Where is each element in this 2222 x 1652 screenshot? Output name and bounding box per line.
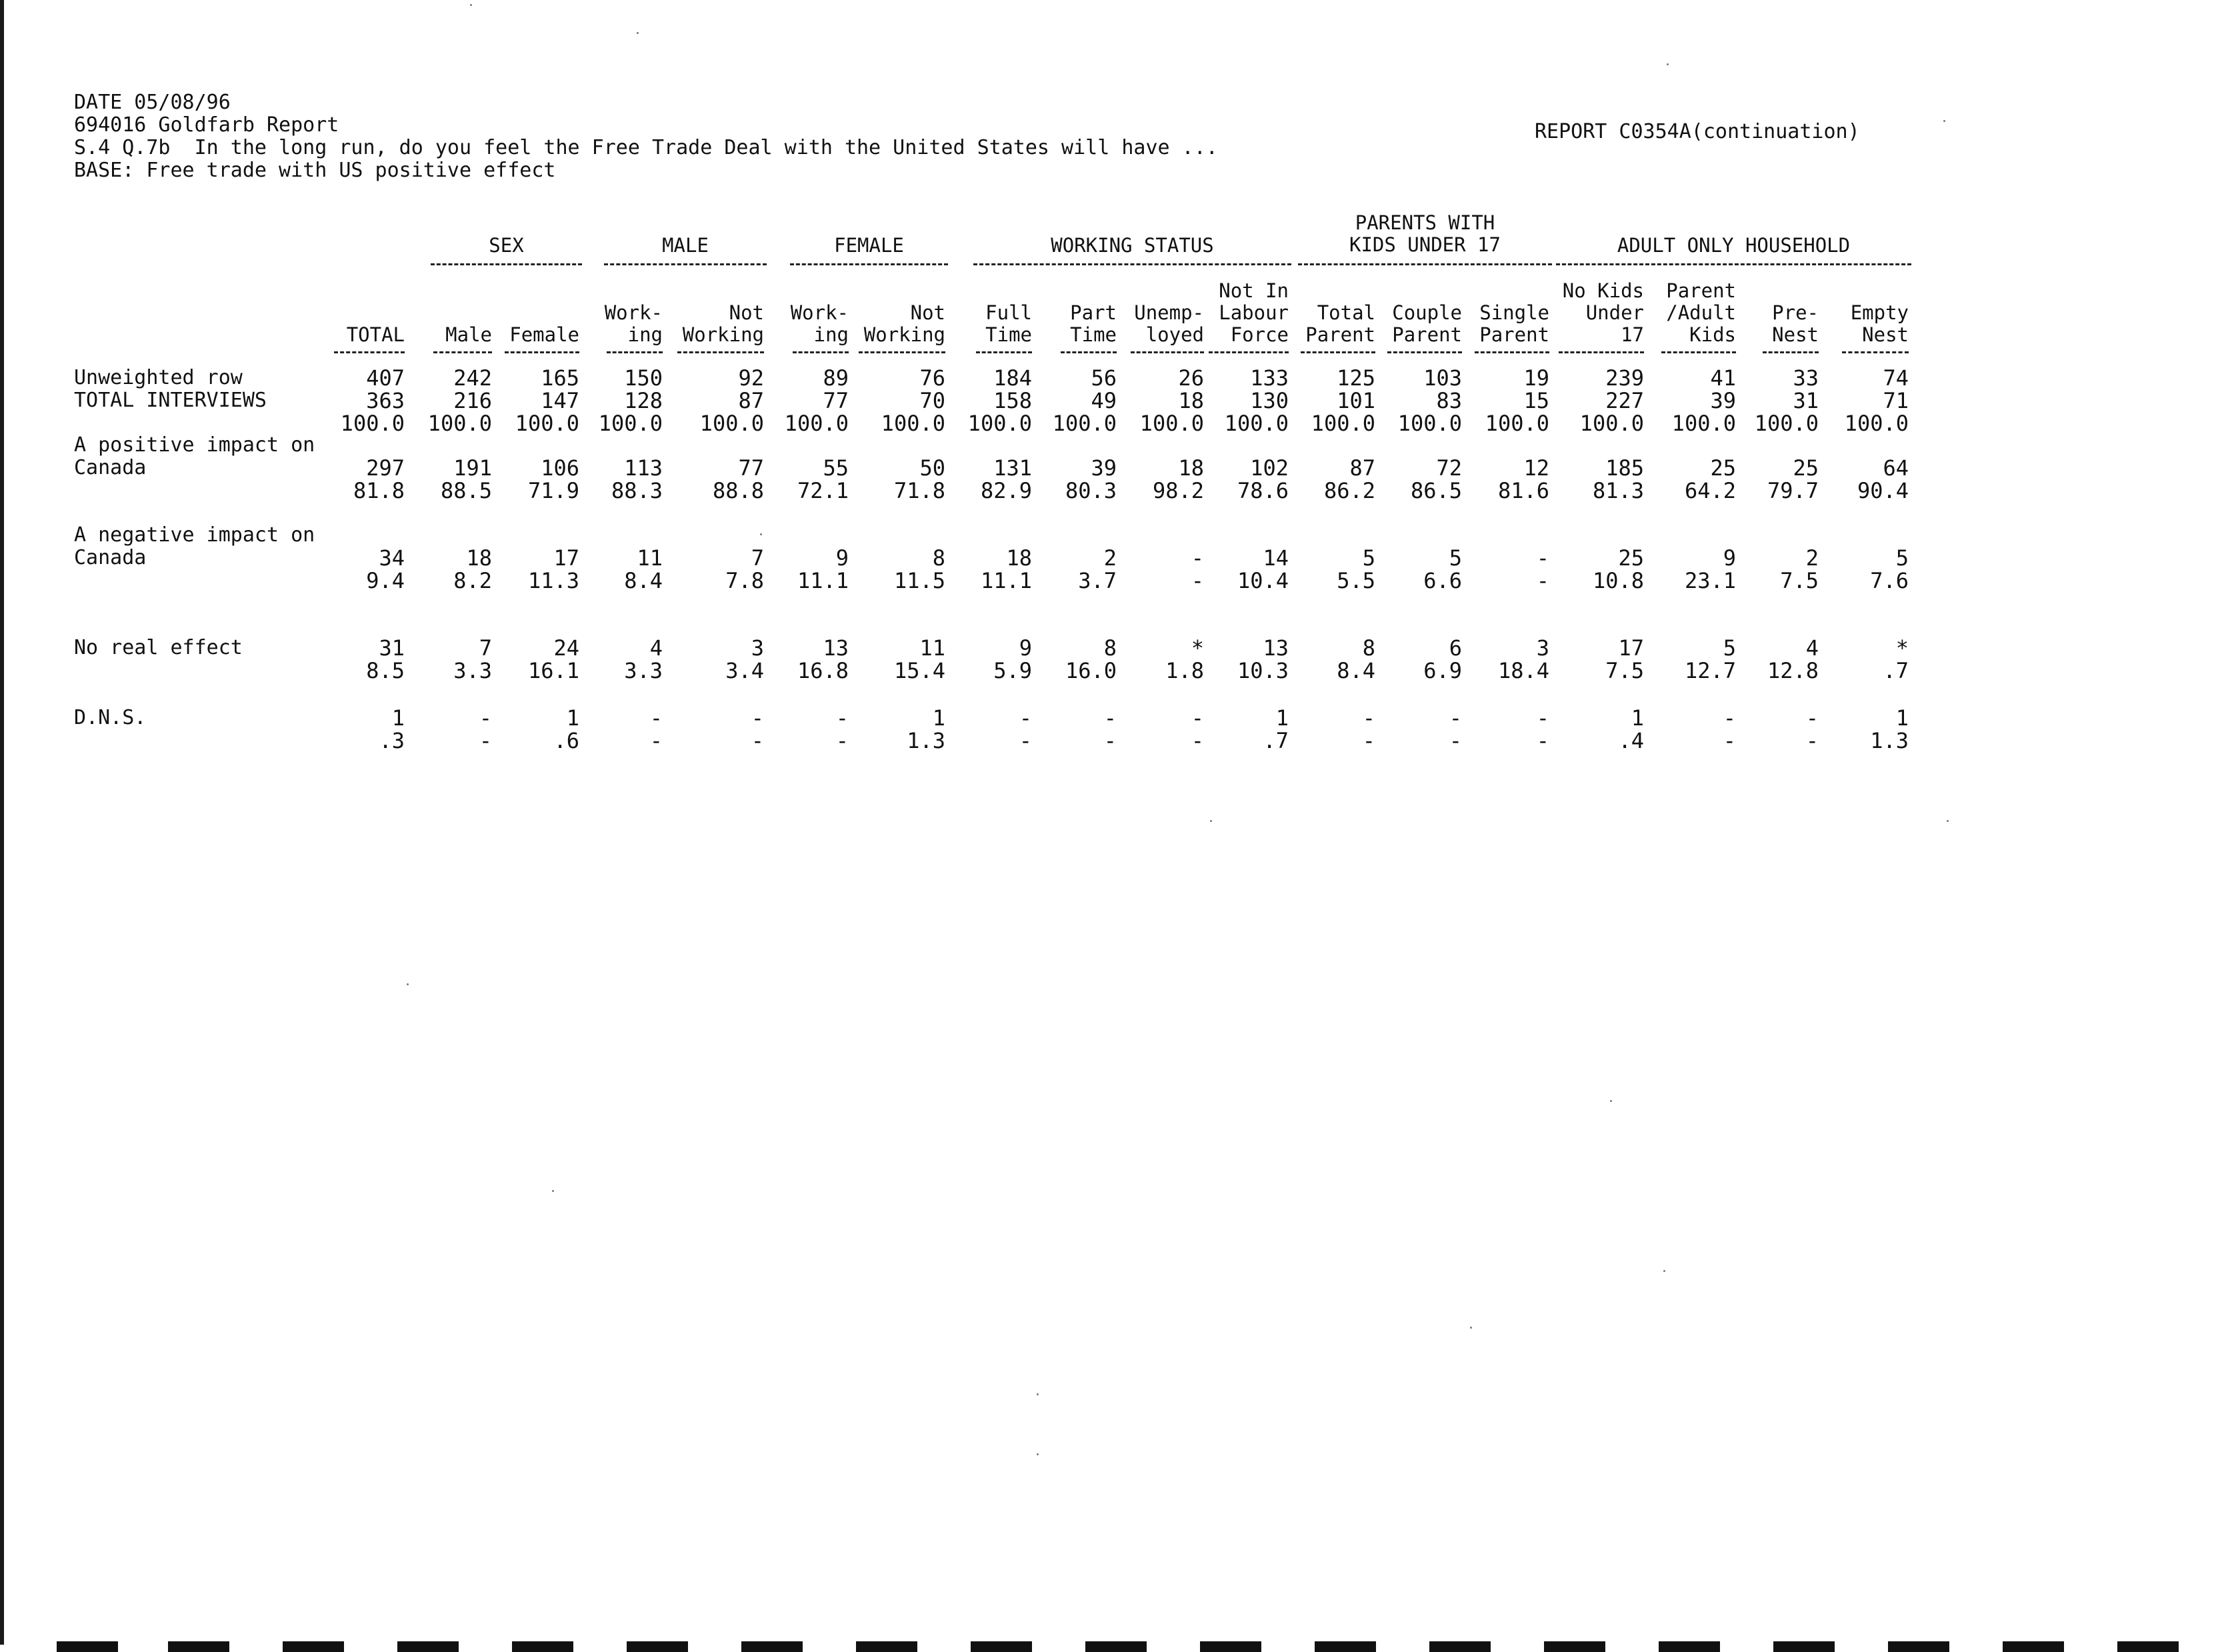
column-underline (1763, 351, 1819, 353)
table-cell: 2 (1805, 545, 1819, 571)
table-cell: 11.1 (980, 568, 1032, 593)
table-cell: 133 (1250, 365, 1289, 391)
table-cell: 98.2 (1152, 478, 1204, 503)
column-header: Empty Nest (1850, 301, 1909, 346)
table-cell: 86.5 (1410, 478, 1462, 503)
table-cell: 239 (1605, 365, 1644, 391)
scan-speck (1210, 820, 1212, 822)
report-name: 694016 Goldfarb Report (74, 113, 339, 137)
column-header: Total Parent (1305, 301, 1375, 346)
table-cell: - (1103, 705, 1117, 731)
table-cell: 8 (1362, 635, 1375, 661)
table-cell: 26 (1178, 365, 1204, 391)
table-cell: - (1536, 568, 1549, 593)
table-cell: 165 (541, 365, 579, 391)
table-cell: 227 (1605, 388, 1644, 413)
table-cell: 7.6 (1870, 568, 1909, 593)
table-cell: 88.5 (440, 478, 492, 503)
group-header: SEX (489, 234, 524, 257)
page-mark (1315, 1641, 1376, 1652)
table-cell: 6.6 (1423, 568, 1462, 593)
column-header: Not Working (863, 301, 945, 346)
page-mark (2003, 1641, 2064, 1652)
table-cell: 1 (1275, 705, 1289, 731)
column-header: Male (445, 323, 492, 346)
table-cell: 1.8 (1165, 658, 1204, 683)
table-cell: 3.4 (725, 658, 764, 683)
question-text: S.4 Q.7b In the long run, do you feel the Free Trade Deal with the United States will have ... (74, 136, 1218, 159)
table-cell: - (1191, 568, 1204, 593)
table-cell: 100.0 (427, 411, 492, 436)
table-cell: 3 (1536, 635, 1549, 661)
table-cell: 34 (379, 545, 405, 571)
scan-speck (552, 1190, 554, 1192)
scan-speck (407, 983, 409, 985)
table-cell: 12.7 (1684, 658, 1736, 683)
table-cell: 185 (1605, 455, 1644, 481)
table-cell: 3.3 (624, 658, 663, 683)
table-cell: * (1191, 635, 1204, 661)
table-cell: - (1019, 705, 1032, 731)
table-cell: 72 (1436, 455, 1462, 481)
table-cell: 10.3 (1237, 658, 1289, 683)
table-cell: - (751, 705, 764, 731)
table-cell: 81.6 (1497, 478, 1549, 503)
table-cell: 11.3 (527, 568, 579, 593)
table-cell: 101 (1337, 388, 1375, 413)
table-cell: 71.8 (893, 478, 945, 503)
table-cell: 7.5 (1605, 658, 1644, 683)
table-cell: 83 (1436, 388, 1462, 413)
column-header: TOTAL (346, 323, 405, 346)
table-cell: .7 (1263, 728, 1289, 753)
table-cell: 88.8 (712, 478, 764, 503)
table-cell: - (751, 728, 764, 753)
table-cell: - (1536, 545, 1549, 571)
table-cell: 90.4 (1857, 478, 1909, 503)
table-cell: - (1103, 728, 1117, 753)
table-cell: 8.4 (1337, 658, 1375, 683)
table-cell: 24 (553, 635, 579, 661)
table-cell: 3 (751, 635, 764, 661)
table-cell: 18 (1178, 455, 1204, 481)
table-cell: 103 (1423, 365, 1462, 391)
table-cell: 18 (1006, 545, 1032, 571)
column-underline (505, 351, 579, 353)
table-cell: 7.8 (725, 568, 764, 593)
column-underline (793, 351, 849, 353)
group-header: PARENTS WITH KIDS UNDER 17 (1349, 211, 1501, 256)
page-mark (168, 1641, 229, 1652)
table-cell: 56 (1091, 365, 1117, 391)
column-underline (1301, 351, 1375, 353)
column-underline (1475, 351, 1549, 353)
table-cell: 23.1 (1684, 568, 1736, 593)
table-cell: 89 (823, 365, 849, 391)
page-mark (971, 1641, 1032, 1652)
table-cell: .6 (553, 728, 579, 753)
table-cell: 100.0 (598, 411, 663, 436)
table-cell: 100.0 (967, 411, 1032, 436)
table-cell: 100.0 (1397, 411, 1462, 436)
page-left-edge (0, 0, 4, 1645)
table-cell: 87 (1349, 455, 1375, 481)
table-cell: 2 (1103, 545, 1117, 571)
row-label: Unweighted row TOTAL INTERVIEWS (74, 366, 267, 412)
table-cell: 41 (1710, 365, 1736, 391)
table-cell: 15.4 (893, 658, 945, 683)
group-underline (1298, 263, 1552, 265)
table-cell: 19 (1523, 365, 1549, 391)
table-cell: 31 (1793, 388, 1819, 413)
group-header: MALE (662, 234, 709, 257)
table-cell: 1 (1631, 705, 1644, 731)
report-id: REPORT C0354A(continuation) (1535, 120, 1860, 143)
table-cell: - (1191, 705, 1204, 731)
scan-speck (1037, 1393, 1039, 1395)
table-cell: 17 (1618, 635, 1644, 661)
column-header: Work- ing (604, 301, 663, 346)
table-cell: 1 (932, 705, 945, 731)
table-cell: - (835, 728, 849, 753)
page-mark (512, 1641, 573, 1652)
table-cell: 297 (366, 455, 405, 481)
group-header: WORKING STATUS (1051, 234, 1214, 257)
table-cell: 1 (566, 705, 579, 731)
table-cell: .4 (1618, 728, 1644, 753)
table-cell: .7 (1883, 658, 1909, 683)
table-cell: 76 (919, 365, 945, 391)
page-mark (57, 1641, 118, 1652)
table-cell: 71.9 (527, 478, 579, 503)
table-cell: 13 (823, 635, 849, 661)
table-cell: - (1805, 728, 1819, 753)
table-cell: 82.9 (980, 478, 1032, 503)
table-cell: 71 (1883, 388, 1909, 413)
table-cell: 100.0 (1052, 411, 1117, 436)
column-header: No Kids Under 17 (1562, 279, 1644, 346)
table-cell: 1.3 (907, 728, 945, 753)
table-cell: 1 (1895, 705, 1909, 731)
base-text: BASE: Free trade with US positive effect (74, 159, 556, 182)
table-cell: - (1362, 728, 1375, 753)
table-cell: 81.3 (1592, 478, 1644, 503)
table-cell: 64.2 (1684, 478, 1736, 503)
column-header: Female (509, 323, 579, 346)
column-header: Not Working (682, 301, 764, 346)
table-cell: - (1449, 705, 1462, 731)
table-cell: 5 (1362, 545, 1375, 571)
table-cell: 9 (1019, 635, 1032, 661)
table-cell: 363 (366, 388, 405, 413)
table-cell: 64 (1883, 455, 1909, 481)
table-cell: 5 (1895, 545, 1909, 571)
group-underline (790, 263, 948, 265)
table-cell: - (1805, 705, 1819, 731)
table-cell: 5.9 (993, 658, 1032, 683)
table-cell: 113 (624, 455, 663, 481)
table-cell: - (1019, 728, 1032, 753)
table-cell: 8.2 (453, 568, 492, 593)
table-cell: 86.2 (1323, 478, 1375, 503)
table-cell: 7 (479, 635, 492, 661)
column-header: Unemp- loyed (1134, 301, 1204, 346)
table-cell: 242 (453, 365, 492, 391)
table-cell: 6.9 (1423, 658, 1462, 683)
table-cell: 100.0 (1139, 411, 1204, 436)
row-label: A negative impact on Canada (74, 523, 315, 569)
table-cell: 87 (738, 388, 764, 413)
table-cell: 7 (751, 545, 764, 571)
table-cell: 77 (823, 388, 849, 413)
table-cell: - (1723, 705, 1736, 731)
page-mark (1200, 1641, 1261, 1652)
table-cell: 100.0 (1844, 411, 1909, 436)
table-cell: - (649, 705, 663, 731)
table-cell: 100.0 (699, 411, 764, 436)
table-cell: 25 (1618, 545, 1644, 571)
table-cell: 100.0 (784, 411, 849, 436)
table-cell: - (1536, 705, 1549, 731)
page-mark (1888, 1641, 1949, 1652)
scan-speck (470, 4, 472, 6)
scan-speck (1610, 1100, 1612, 1102)
table-cell: * (1895, 635, 1909, 661)
group-underline (1556, 263, 1911, 265)
table-cell: 4 (649, 635, 663, 661)
table-cell: 150 (624, 365, 663, 391)
column-underline (859, 351, 945, 353)
table-cell: 79.7 (1767, 478, 1819, 503)
table-cell: 3.7 (1078, 568, 1117, 593)
table-cell: 100.0 (1224, 411, 1289, 436)
table-cell: 17 (553, 545, 579, 571)
table-cell: 10.4 (1237, 568, 1289, 593)
table-cell: 158 (993, 388, 1032, 413)
table-cell: 100.0 (1579, 411, 1644, 436)
column-header: Single Parent (1479, 301, 1549, 346)
table-cell: 1.3 (1870, 728, 1909, 753)
column-header: Part Time (1070, 301, 1117, 346)
column-underline (1559, 351, 1644, 353)
table-cell: 80.3 (1065, 478, 1117, 503)
report-date: DATE 05/08/96 (74, 91, 231, 114)
group-underline (604, 263, 767, 265)
page-mark (1544, 1641, 1605, 1652)
table-cell: 25 (1710, 455, 1736, 481)
column-underline (1061, 351, 1117, 353)
column-underline (334, 351, 405, 353)
table-cell: 39 (1710, 388, 1736, 413)
table-cell: 102 (1250, 455, 1289, 481)
column-header: Parent /Adult Kids (1666, 279, 1736, 346)
table-cell: 33 (1793, 365, 1819, 391)
page-mark (1429, 1641, 1491, 1652)
page-mark (1773, 1641, 1835, 1652)
table-cell: 12.8 (1767, 658, 1819, 683)
table-cell: 72.1 (797, 478, 849, 503)
table-cell: - (1449, 728, 1462, 753)
table-cell: 78.6 (1237, 478, 1289, 503)
table-cell: 8.4 (624, 568, 663, 593)
table-cell: - (479, 728, 492, 753)
table-cell: - (1191, 728, 1204, 753)
scan-speck (1667, 63, 1669, 65)
table-cell: - (1723, 728, 1736, 753)
table-cell: 11.5 (893, 568, 945, 593)
table-cell: 100.0 (881, 411, 945, 436)
page-mark (856, 1641, 917, 1652)
table-cell: - (835, 705, 849, 731)
column-underline (976, 351, 1032, 353)
table-cell: 16.1 (527, 658, 579, 683)
table-cell: 18 (1178, 388, 1204, 413)
table-cell: 100.0 (1485, 411, 1549, 436)
table-cell: 3.3 (453, 658, 492, 683)
table-cell: 49 (1091, 388, 1117, 413)
table-cell: 8.5 (366, 658, 405, 683)
table-cell: 4 (1805, 635, 1819, 661)
scan-speck (637, 32, 639, 34)
table-cell: 16.8 (797, 658, 849, 683)
table-cell: 191 (453, 455, 492, 481)
row-label: D.N.S. (74, 706, 147, 729)
table-cell: 5 (1449, 545, 1462, 571)
page-mark (627, 1641, 688, 1652)
table-cell: 100.0 (1311, 411, 1375, 436)
table-cell: 9 (1723, 545, 1736, 571)
table-cell: 74 (1883, 365, 1909, 391)
page-mark (741, 1641, 803, 1652)
table-cell: 11 (919, 635, 945, 661)
column-underline (607, 351, 663, 353)
scan-speck (1663, 1270, 1665, 1272)
column-header: Full Time (985, 301, 1032, 346)
row-label: No real effect (74, 636, 243, 659)
table-cell: 5.5 (1337, 568, 1375, 593)
group-underline (973, 263, 1291, 265)
table-cell: 100.0 (1754, 411, 1819, 436)
page-mark (2117, 1641, 2179, 1652)
table-cell: .3 (379, 728, 405, 753)
table-cell: 216 (453, 388, 492, 413)
table-cell: 31 (379, 635, 405, 661)
column-header: Work- ing (790, 301, 849, 346)
row-label: A positive impact on Canada (74, 433, 315, 479)
column-underline (1131, 351, 1204, 353)
table-cell: 13 (1263, 635, 1289, 661)
table-cell: 50 (919, 455, 945, 481)
table-cell: 1 (391, 705, 405, 731)
table-cell: 81.8 (353, 478, 405, 503)
table-cell: 16.0 (1065, 658, 1117, 683)
table-cell: 147 (541, 388, 579, 413)
table-cell: 25 (1793, 455, 1819, 481)
group-header: FEMALE (834, 234, 904, 257)
table-cell: 130 (1250, 388, 1289, 413)
table-cell: 131 (993, 455, 1032, 481)
table-cell: 12 (1523, 455, 1549, 481)
table-cell: - (479, 705, 492, 731)
table-cell: 128 (624, 388, 663, 413)
column-underline (433, 351, 492, 353)
table-cell: - (1191, 545, 1204, 571)
table-cell: 407 (366, 365, 405, 391)
scan-speck (1037, 1453, 1039, 1455)
table-cell: 8 (1103, 635, 1117, 661)
table-cell: 77 (738, 455, 764, 481)
table-cell: 7.5 (1780, 568, 1819, 593)
table-cell: 100.0 (515, 411, 579, 436)
column-underline (1661, 351, 1736, 353)
scan-speck (760, 533, 762, 535)
column-header: Couple Parent (1392, 301, 1462, 346)
table-cell: 11.1 (797, 568, 849, 593)
column-underline (1842, 351, 1909, 353)
table-cell: 18.4 (1497, 658, 1549, 683)
column-underline (1387, 351, 1462, 353)
table-cell: 14 (1263, 545, 1289, 571)
scan-speck (1470, 1327, 1472, 1329)
table-cell: 125 (1337, 365, 1375, 391)
table-cell: 106 (541, 455, 579, 481)
table-cell: 100.0 (1671, 411, 1736, 436)
table-cell: 15 (1523, 388, 1549, 413)
group-header: ADULT ONLY HOUSEHOLD (1617, 234, 1851, 257)
table-cell: 70 (919, 388, 945, 413)
table-cell: 9.4 (366, 568, 405, 593)
table-cell: - (649, 728, 663, 753)
table-cell: - (1362, 705, 1375, 731)
table-cell: 100.0 (340, 411, 405, 436)
column-underline (1209, 351, 1289, 353)
page-mark (283, 1641, 344, 1652)
table-cell: 11 (637, 545, 663, 571)
group-underline (431, 263, 582, 265)
page-mark (1085, 1641, 1147, 1652)
table-cell: - (1536, 728, 1549, 753)
table-cell: 184 (993, 365, 1032, 391)
column-header: Pre- Nest (1772, 301, 1819, 346)
table-cell: 18 (466, 545, 492, 571)
table-cell: 92 (738, 365, 764, 391)
table-cell: 88.3 (611, 478, 663, 503)
table-cell: 6 (1449, 635, 1462, 661)
table-cell: 8 (932, 545, 945, 571)
table-cell: 9 (835, 545, 849, 571)
column-header: Not In Labour Force (1219, 279, 1289, 346)
table-cell: 55 (823, 455, 849, 481)
scan-speck (1943, 120, 1945, 122)
table-cell: 39 (1091, 455, 1117, 481)
table-cell: 5 (1723, 635, 1736, 661)
page-mark (1659, 1641, 1720, 1652)
page-mark (397, 1641, 459, 1652)
scan-speck (1947, 820, 1949, 822)
column-underline (677, 351, 764, 353)
table-cell: 10.8 (1592, 568, 1644, 593)
